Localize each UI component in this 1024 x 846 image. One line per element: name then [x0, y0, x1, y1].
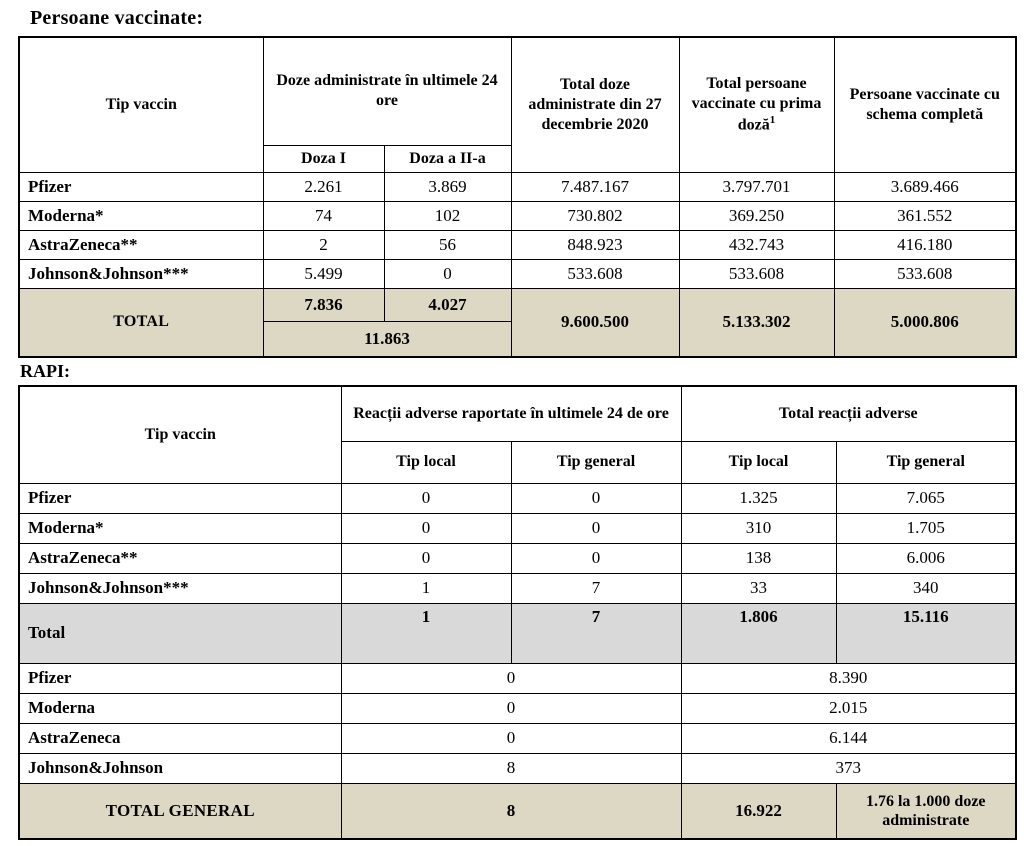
total-label: Total	[19, 603, 341, 663]
total-local-24h: 1	[341, 603, 511, 663]
total-general-last24: 8	[341, 783, 681, 839]
rapi-table	[18, 385, 1017, 840]
cell-general-24h: 0	[511, 483, 681, 513]
cell-doza1: 74	[263, 201, 384, 230]
cell-total-doze: 7.487.167	[511, 172, 679, 201]
cell-schema-completa: 361.552	[834, 201, 1016, 230]
header-prima-doza	[679, 37, 834, 172]
cell-doza1: 5.499	[263, 259, 384, 288]
cell-local-total: 1.325	[681, 483, 836, 513]
cell-local-total: 310	[681, 513, 836, 543]
cell-last24: 0	[341, 723, 681, 753]
total-general: 15.116	[836, 603, 1016, 663]
header-prima-doza-text: Total persoane vaccinate cu prima doză	[691, 75, 822, 134]
cell-doza2: 56	[384, 230, 511, 259]
footnote-marker: 1	[769, 114, 776, 127]
row-label: Pfizer	[19, 172, 263, 201]
row-label: AstraZeneca**	[19, 543, 341, 573]
cell-prima-doza: 369.250	[679, 201, 834, 230]
cell-general-total: 6.006	[836, 543, 1016, 573]
cell-local-total: 138	[681, 543, 836, 573]
rapi-row-astrazeneca	[19, 543, 1016, 573]
cell-general-total: 7.065	[836, 483, 1016, 513]
cell-general-total: 1.705	[836, 513, 1016, 543]
cell-last24: 8	[341, 753, 681, 783]
cell-total-doze: 730.802	[511, 201, 679, 230]
header-tip-vaccin: Tip vaccin	[19, 37, 263, 172]
row-label: Johnson&Johnson	[19, 753, 341, 783]
cell-prima-doza: 432.743	[679, 230, 834, 259]
total-doze: 9.600.500	[511, 288, 679, 357]
cell-last24: 0	[341, 663, 681, 693]
row-label: AstraZeneca	[19, 723, 341, 753]
cell-general-24h: 0	[511, 513, 681, 543]
summary-row-pfizer	[19, 663, 1016, 693]
header-total-reactii: Total reacții adverse	[681, 386, 1016, 441]
header-doza-1: Doza I	[263, 145, 384, 172]
table-row-johnson	[19, 259, 1016, 288]
total-local: 1.806	[681, 603, 836, 663]
summary-row-astrazeneca	[19, 723, 1016, 753]
cell-total: 8.390	[681, 663, 1016, 693]
cell-local-24h: 0	[341, 543, 511, 573]
total-prima-doza: 5.133.302	[679, 288, 834, 357]
cell-local-24h: 0	[341, 513, 511, 543]
total-general-24h: 7	[511, 603, 681, 663]
cell-doza2: 0	[384, 259, 511, 288]
cell-total-doze: 848.923	[511, 230, 679, 259]
table-row-moderna	[19, 201, 1016, 230]
rapi-header-row	[19, 386, 1016, 441]
cell-general-total: 340	[836, 573, 1016, 603]
rapi-title: RAPI:	[20, 361, 70, 381]
row-label: AstraZeneca**	[19, 230, 263, 259]
row-label: Pfizer	[19, 663, 341, 693]
cell-doza1: 2	[263, 230, 384, 259]
cell-schema-completa: 416.180	[834, 230, 1016, 259]
total-general-label: TOTAL GENERAL	[19, 783, 341, 839]
cell-total: 6.144	[681, 723, 1016, 753]
cell-schema-completa: 3.689.466	[834, 172, 1016, 201]
header-tip-local-total: Tip local	[681, 441, 836, 483]
header-schema-completa: Persoane vaccinate cu schema completă	[834, 37, 1016, 172]
cell-local-total: 33	[681, 573, 836, 603]
cell-doza2: 3.869	[384, 172, 511, 201]
header-tip-vaccin: Tip vaccin	[19, 386, 341, 483]
header-total-doze: Total doze administrate din 27 decembrie 2020	[511, 37, 679, 172]
rapi-row-pfizer	[19, 483, 1016, 513]
cell-prima-doza: 3.797.701	[679, 172, 834, 201]
vaccinated-header-row	[19, 37, 1016, 145]
page-title: Persoane vaccinate:	[30, 7, 204, 29]
cell-schema-completa: 533.608	[834, 259, 1016, 288]
cell-local-24h: 0	[341, 483, 511, 513]
vaccinated-table	[18, 36, 1017, 358]
total-general-rate: 1.76 la 1.000 doze administrate	[836, 783, 1016, 839]
header-reactii-24h: Reacții adverse raportate în ultimele 24 de ore	[341, 386, 681, 441]
header-tip-general-total: Tip general	[836, 441, 1016, 483]
header-tip-general-24h: Tip general	[511, 441, 681, 483]
cell-general-24h: 7	[511, 573, 681, 603]
rapi-row-johnson	[19, 573, 1016, 603]
cell-total-doze: 533.608	[511, 259, 679, 288]
rapi-total-row	[19, 603, 1016, 663]
total-schema-completa: 5.000.806	[834, 288, 1016, 357]
row-label: Johnson&Johnson***	[19, 573, 341, 603]
rapi-total-general-row	[19, 783, 1016, 839]
cell-doza1: 2.261	[263, 172, 384, 201]
row-label: Moderna*	[19, 513, 341, 543]
cell-total: 2.015	[681, 693, 1016, 723]
cell-doza2: 102	[384, 201, 511, 230]
table-row-astrazeneca	[19, 230, 1016, 259]
total-general-total: 16.922	[681, 783, 836, 839]
rapi-row-moderna	[19, 513, 1016, 543]
header-doze-24h: Doze administrate în ultimele 24 ore	[263, 37, 511, 145]
table-row-pfizer	[19, 172, 1016, 201]
cell-prima-doza: 533.608	[679, 259, 834, 288]
vaccinated-total-row	[19, 288, 1016, 321]
total-doza2: 4.027	[384, 288, 511, 321]
row-label: Johnson&Johnson***	[19, 259, 263, 288]
row-label: Moderna*	[19, 201, 263, 230]
summary-row-moderna	[19, 693, 1016, 723]
row-label: Pfizer	[19, 483, 341, 513]
cell-general-24h: 0	[511, 543, 681, 573]
cell-last24: 0	[341, 693, 681, 723]
cell-local-24h: 1	[341, 573, 511, 603]
total-doza-sum: 11.863	[263, 321, 511, 357]
summary-row-johnson	[19, 753, 1016, 783]
row-label: Moderna	[19, 693, 341, 723]
total-doza1: 7.836	[263, 288, 384, 321]
cell-total: 373	[681, 753, 1016, 783]
header-doza-2: Doza a II-a	[384, 145, 511, 172]
total-label: TOTAL	[19, 288, 263, 357]
header-tip-local-24h: Tip local	[341, 441, 511, 483]
